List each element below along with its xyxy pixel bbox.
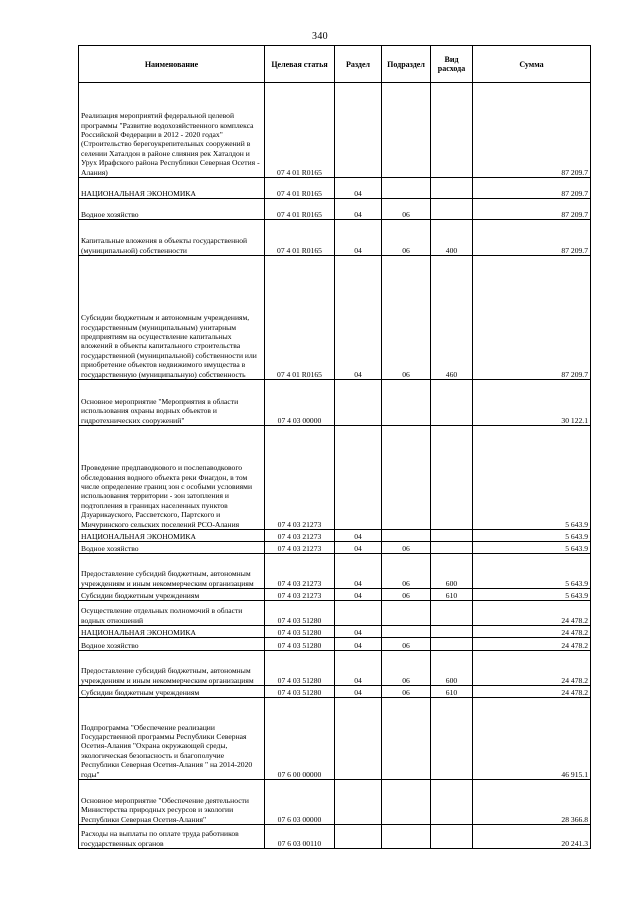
row-target: 07 4 03 51280	[265, 638, 335, 651]
row-amount: 24 478.2	[473, 686, 591, 698]
header-subsection: Подраздел	[382, 46, 431, 83]
table-row	[79, 256, 591, 380]
header-expense-type: Вид расхода	[431, 46, 473, 83]
table-row	[79, 199, 591, 220]
row-expense-type	[431, 380, 473, 426]
row-section	[335, 426, 382, 530]
row-expense-type: 610	[431, 686, 473, 698]
row-expense-type: 460	[431, 256, 473, 380]
row-expense-type: 400	[431, 220, 473, 256]
row-subsection: 06	[382, 256, 431, 380]
row-subsection	[382, 83, 431, 178]
row-subsection: 06	[382, 220, 431, 256]
row-amount: 24 478.2	[473, 638, 591, 651]
table-row	[79, 220, 591, 256]
row-amount: 46 915.1	[473, 698, 591, 780]
budget-table	[78, 45, 591, 849]
row-expense-type: 610	[431, 589, 473, 601]
table-row	[79, 589, 591, 601]
row-name: Основное мероприятие "Мероприятия в области использования охраны водных объектов и гидротехнических сооружений"	[79, 380, 265, 426]
row-target: 07 6 03 00110	[265, 825, 335, 849]
row-subsection	[382, 626, 431, 638]
row-subsection: 06	[382, 651, 431, 686]
row-name: Водное хозяйство	[79, 542, 265, 554]
row-subsection: 06	[382, 542, 431, 554]
row-name: Водное хозяйство	[79, 199, 265, 220]
row-target: 07 4 03 51280	[265, 626, 335, 638]
row-target: 07 4 01 R0165	[265, 220, 335, 256]
row-target: 07 4 03 51280	[265, 686, 335, 698]
row-subsection	[382, 530, 431, 542]
table-row	[79, 542, 591, 554]
row-name: НАЦИОНАЛЬНАЯ ЭКОНОМИКА	[79, 178, 265, 199]
row-expense-type	[431, 601, 473, 626]
row-name: НАЦИОНАЛЬНАЯ ЭКОНОМИКА	[79, 530, 265, 542]
row-expense-type: 600	[431, 651, 473, 686]
row-subsection	[382, 601, 431, 626]
table-row	[79, 426, 591, 530]
row-target: 07 4 03 21273	[265, 426, 335, 530]
row-target: 07 6 03 00000	[265, 780, 335, 825]
row-subsection: 06	[382, 638, 431, 651]
row-amount: 5 643.9	[473, 554, 591, 589]
row-target: 07 4 01 R0165	[265, 256, 335, 380]
table-row	[79, 380, 591, 426]
row-amount: 5 643.9	[473, 530, 591, 542]
row-name: Предоставление субсидий бюджетным, автономным учреждениям и иным некоммерческим организациям	[79, 554, 265, 589]
row-expense-type	[431, 530, 473, 542]
row-name: Основное мероприятие "Обеспечение деятельности Министерства природных ресурсов и экологии Республики Северная Осетия-Алания"	[79, 780, 265, 825]
header-name: Наименование	[79, 46, 265, 83]
row-section: 04	[335, 554, 382, 589]
header-target: Целевая статья	[265, 46, 335, 83]
row-subsection	[382, 426, 431, 530]
table-row	[79, 178, 591, 199]
header-section: Раздел	[335, 46, 382, 83]
row-expense-type	[431, 698, 473, 780]
table-row	[79, 530, 591, 542]
table-row	[79, 698, 591, 780]
row-amount: 30 122.1	[473, 380, 591, 426]
row-subsection	[382, 780, 431, 825]
row-target: 07 4 03 51280	[265, 651, 335, 686]
row-section: 04	[335, 220, 382, 256]
row-expense-type	[431, 199, 473, 220]
row-expense-type: 600	[431, 554, 473, 589]
row-name: Капитальные вложения в объекты государственной (муниципальной) собственности	[79, 220, 265, 256]
row-name: Субсидии бюджетным и автономным учреждениям, государственным (муниципальным) унитарным предприятиям на осуществление капитальных вложений в объекты капитального строительства государственной (муниципальной) собственности или приобретение объектов недвижимого имущества в государственную (муниципальную) собственность	[79, 256, 265, 380]
row-name: НАЦИОНАЛЬНАЯ ЭКОНОМИКА	[79, 626, 265, 638]
row-expense-type	[431, 83, 473, 178]
row-expense-type	[431, 638, 473, 651]
row-expense-type	[431, 626, 473, 638]
table-row	[79, 825, 591, 849]
row-target: 07 4 01 R0165	[265, 178, 335, 199]
row-section	[335, 780, 382, 825]
table-row	[79, 651, 591, 686]
row-amount: 28 366.8	[473, 780, 591, 825]
table-row	[79, 626, 591, 638]
row-section	[335, 825, 382, 849]
header-amount: Сумма	[473, 46, 591, 83]
row-subsection	[382, 380, 431, 426]
row-section	[335, 601, 382, 626]
row-name: Водное хозяйство	[79, 638, 265, 651]
table-row	[79, 554, 591, 589]
row-expense-type	[431, 825, 473, 849]
row-name: Субсидии бюджетным учреждениям	[79, 589, 265, 601]
row-amount: 5 643.9	[473, 589, 591, 601]
row-section	[335, 380, 382, 426]
row-subsection	[382, 825, 431, 849]
row-amount: 24 478.2	[473, 651, 591, 686]
row-amount: 5 643.9	[473, 426, 591, 530]
table-row	[79, 638, 591, 651]
row-amount: 24 478.2	[473, 626, 591, 638]
row-expense-type	[431, 780, 473, 825]
row-expense-type	[431, 426, 473, 530]
row-name: Предоставление субсидий бюджетным, автономным учреждениям и иным некоммерческим организациям	[79, 651, 265, 686]
row-subsection: 06	[382, 199, 431, 220]
row-amount: 87 209.7	[473, 178, 591, 199]
row-section	[335, 83, 382, 178]
row-target: 07 4 03 21273	[265, 554, 335, 589]
row-section: 04	[335, 542, 382, 554]
row-section: 04	[335, 178, 382, 199]
row-section	[335, 698, 382, 780]
row-subsection	[382, 698, 431, 780]
table-row	[79, 601, 591, 626]
row-name: Осуществление отдельных полномочий в области водных отношений	[79, 601, 265, 626]
row-subsection: 06	[382, 589, 431, 601]
row-name: Субсидии бюджетным учреждениям	[79, 686, 265, 698]
row-name: Расходы на выплаты по оплате труда работников государственных органов	[79, 825, 265, 849]
row-amount: 24 478.2	[473, 601, 591, 626]
row-target: 07 6 00 00000	[265, 698, 335, 780]
row-amount: 87 209.7	[473, 199, 591, 220]
row-section: 04	[335, 638, 382, 651]
row-amount: 87 209.7	[473, 83, 591, 178]
row-target: 07 4 03 21273	[265, 530, 335, 542]
row-target: 07 4 03 51280	[265, 601, 335, 626]
row-expense-type	[431, 542, 473, 554]
row-section: 04	[335, 686, 382, 698]
table-header-row	[79, 46, 591, 83]
row-target: 07 4 03 21273	[265, 589, 335, 601]
row-subsection	[382, 178, 431, 199]
row-name: Подпрограмма "Обеспечение реализации Государственной программы Республики Северная Осетия-Алания "Охрана окружающей среды, экологическая безопасность и благополучие Республики Северная Осетия-Алания " на 2014-2020 годы"	[79, 698, 265, 780]
row-amount: 87 209.7	[473, 220, 591, 256]
row-section: 04	[335, 589, 382, 601]
row-target: 07 4 01 R0165	[265, 83, 335, 178]
row-amount: 20 241.3	[473, 825, 591, 849]
row-name: Проведение предпаводкового и послепаводкового обследования водного объекта реки Фиагдон, в том числе определение границ зон с особыми условиями использования территории - зон затопления и подтопления в границах населенных пунктов Дзуарикауского, Рассветского, Партского и Мичуринского сельских поселений РСО-Алания	[79, 426, 265, 530]
table-row	[79, 686, 591, 698]
row-name: Реализация мероприятий федеральной целевой программы "Развитие водохозяйственного комплекса Российской Федерации в 2012 - 2020 годах" (Строительство берегоукрепительных сооружений в селении Хаталдон в районе слияния рек Хаталдон и Урух Ирафского района Республики Северная Осетия - Алания)	[79, 83, 265, 178]
row-section: 04	[335, 530, 382, 542]
table-row	[79, 780, 591, 825]
row-amount: 87 209.7	[473, 256, 591, 380]
row-section: 04	[335, 626, 382, 638]
row-target: 07 4 01 R0165	[265, 199, 335, 220]
table-row	[79, 83, 591, 178]
page-number: 340	[312, 31, 328, 42]
row-subsection: 06	[382, 554, 431, 589]
row-amount: 5 643.9	[473, 542, 591, 554]
row-section: 04	[335, 651, 382, 686]
row-target: 07 4 03 21273	[265, 542, 335, 554]
row-target: 07 4 03 00000	[265, 380, 335, 426]
row-section: 04	[335, 256, 382, 380]
row-expense-type	[431, 178, 473, 199]
row-subsection: 06	[382, 686, 431, 698]
row-section: 04	[335, 199, 382, 220]
